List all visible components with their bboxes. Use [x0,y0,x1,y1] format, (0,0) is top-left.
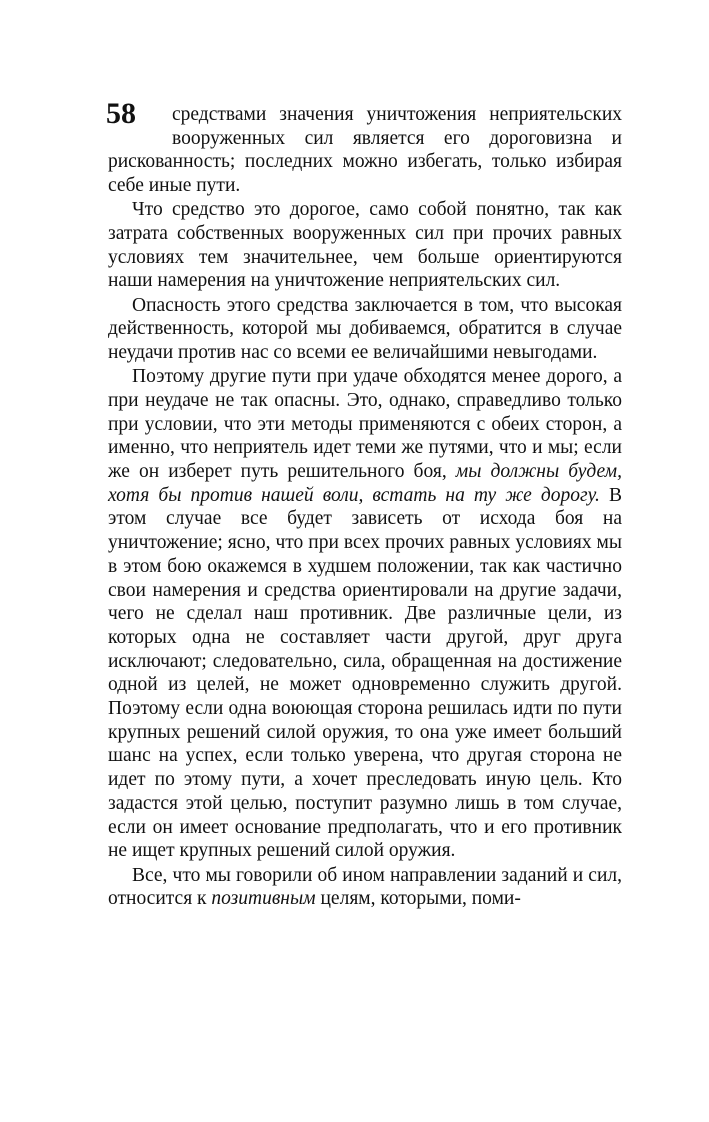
paragraph-5-text-after: целям, которыми, поми- [315,888,521,910]
paragraph-4 [108,365,622,863]
paragraph-5-text-before: Все, что мы говорили об ином направлении заданий и сил, относится к [108,864,622,910]
paragraph-3: Опасность этого средства заключается в том, что высокая действенность, которой мы добиваемся, обратится в случае неудачи против нас со всеми ее величайшими невыгодами. [108,294,622,364]
page-number: 58 [106,97,136,130]
body-text [108,103,622,911]
paragraph-5 [108,864,622,911]
paragraph-2: Что средство это дорогое, само собой понятно, так как затрата собственных вооруженных сил при прочих равных условиях тем значительнее, чем больше ориентируются наши намерения на уничтожение неприятельских сил. [108,199,622,292]
paragraph-1: средствами значения уничтожения неприятельских вооруженных сил является его дороговизна и рискованность; последних можно избегать, только избирая себе иные пути. [108,104,622,197]
paragraph-4-text-before: Поэтому другие пути при удаче обходятся менее дорого, а при неудаче не так опасны. Это, однако, справедливо только при условии, что эти методы применяются с обеих сторон, а именно, что неприятель идет теми же путями, что и мы; если же он изберет путь решительного боя, [108,366,622,483]
paragraph-4-text-after: В этом случае все будет зависеть от исхода боя на уничтожение; ясно, что при всех прочих равных условиях мы в этом бою окажемся в худшем положении, так как частично свои намерения и средства ориентировали на другие задачи, чего не сделал наш противник. Две различные цели, из которых одна не составляет части другой, друг друга исключают; следовательно, сила, обращенная на достижение одной из целей, не может одновременно служить другой. Поэтому если одна воюющая сторона решилась идти по пути крупных решений силой оружия, то она уже имеет больший шанс на успех, если только уверена, что другая сторона не идет по этому пути, а хочет преследовать иную цель. Кто задастся этой целью, поступит разумно лишь в том случае, если он имеет основание предполагать, что и его противник не ищет крупных решений силой оружия. [108,484,622,862]
paragraph-5-emphasis: позитивным [211,888,316,910]
paragraph-4-emphasis: мы должны будем, хотя бы против нашей воли, встать на ту же дорогу. [108,461,623,506]
